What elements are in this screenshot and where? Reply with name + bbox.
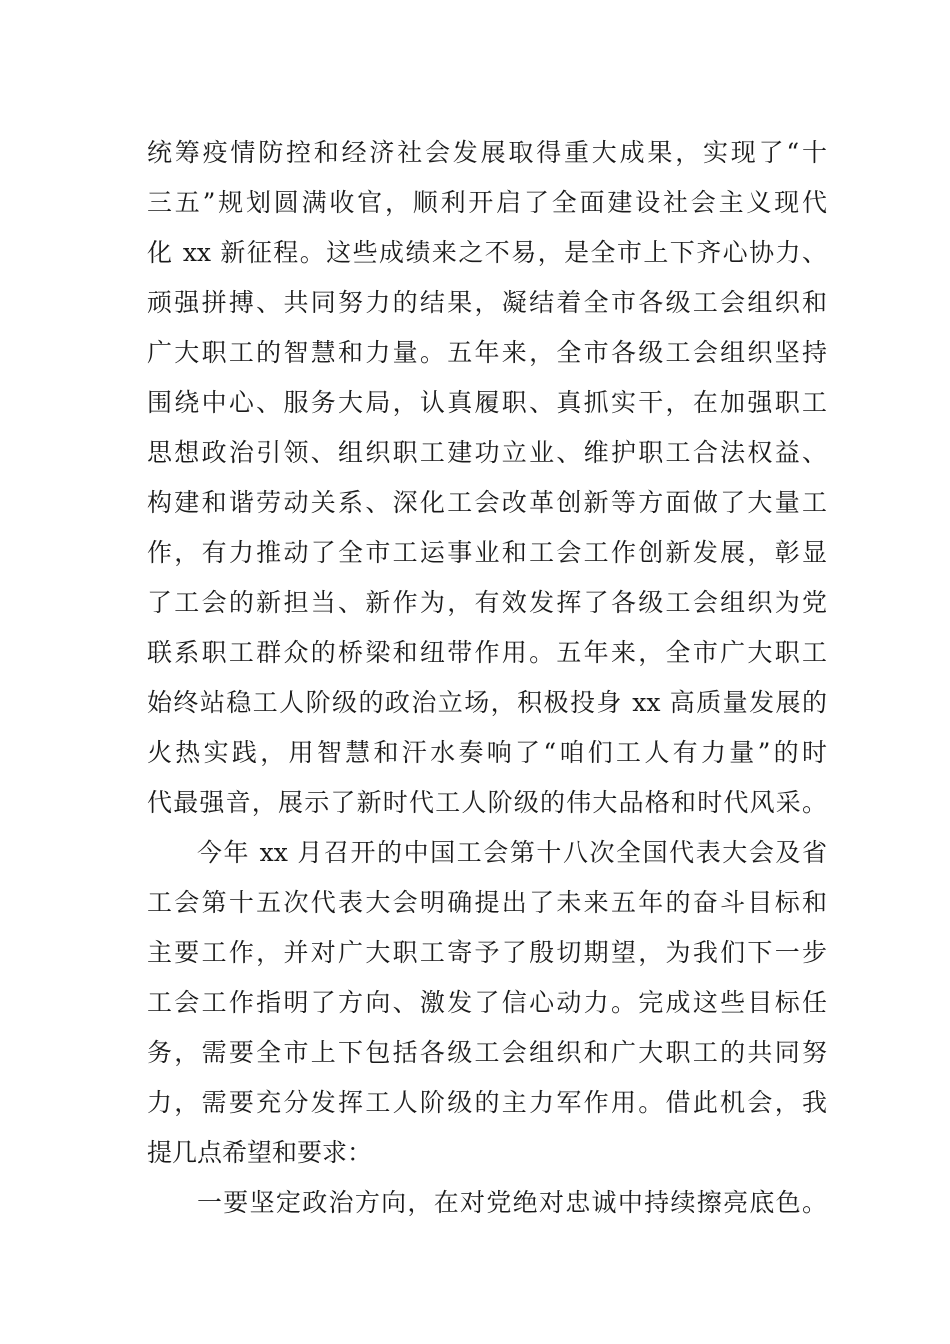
text-line: 广大职工的智慧和力量。五年来，全市各级工会组织坚持 — [147, 338, 827, 367]
text-line: 围绕中心、服务大局，认真履职、真抓实干，在加强职工 — [147, 388, 827, 417]
text-line: 联系职工群众的桥梁和纽带作用。五年来，全市广大职工 — [147, 638, 827, 667]
text-line: 始终站稳工人阶级的政治立场，积极投身 xx 高质量发展的 — [147, 688, 827, 717]
text-line: 作，有力推动了全市工运事业和工会工作创新发展，彰显 — [147, 538, 827, 567]
text-line: 务，需要全市上下包括各级工会组织和广大职工的共同努 — [147, 1038, 827, 1067]
text-line: 构建和谐劳动关系、深化工会改革创新等方面做了大量工 — [147, 488, 827, 517]
text-line: 三五”规划圆满收官，顺利开启了全面建设社会主义现代 — [147, 188, 827, 217]
text-line: 化 xx 新征程。这些成绩来之不易，是全市上下齐心协力、 — [147, 238, 827, 267]
text-line: 工会工作指明了方向、激发了信心动力。完成这些目标任 — [147, 988, 827, 1017]
text-line: 火热实践，用智慧和汗水奏响了“咱们工人有力量”的时 — [147, 738, 827, 767]
text-line: 顽强拼搏、共同努力的结果，凝结着全市各级工会组织和 — [147, 288, 827, 317]
paragraph-first-line: 今年 xx 月召开的中国工会第十八次全国代表大会及省 — [197, 838, 827, 867]
text-line: 了工会的新担当、新作为，有效发挥了各级工会组织为党 — [147, 588, 827, 617]
text-line: 力，需要充分发挥工人阶级的主力军作用。借此机会，我 — [147, 1088, 827, 1117]
paragraph-last-line: 提几点希望和要求： — [147, 1138, 373, 1167]
text-line: 主要工作，并对广大职工寄予了殷切期望，为我们下一步 — [147, 938, 827, 967]
text-line: 统筹疫情防控和经济社会发展取得重大成果，实现了“十 — [147, 138, 827, 167]
text-line: 工会第十五次代表大会明确提出了未来五年的奋斗目标和 — [147, 888, 827, 917]
section-heading-line: 一要坚定政治方向，在对党绝对忠诚中持续擦亮底色。 — [197, 1188, 827, 1217]
text-line: 代最强音，展示了新时代工人阶级的伟大品格和时代风采。 — [147, 788, 827, 817]
text-line: 思想政治引领、组织职工建功立业、维护职工合法权益、 — [147, 438, 827, 467]
